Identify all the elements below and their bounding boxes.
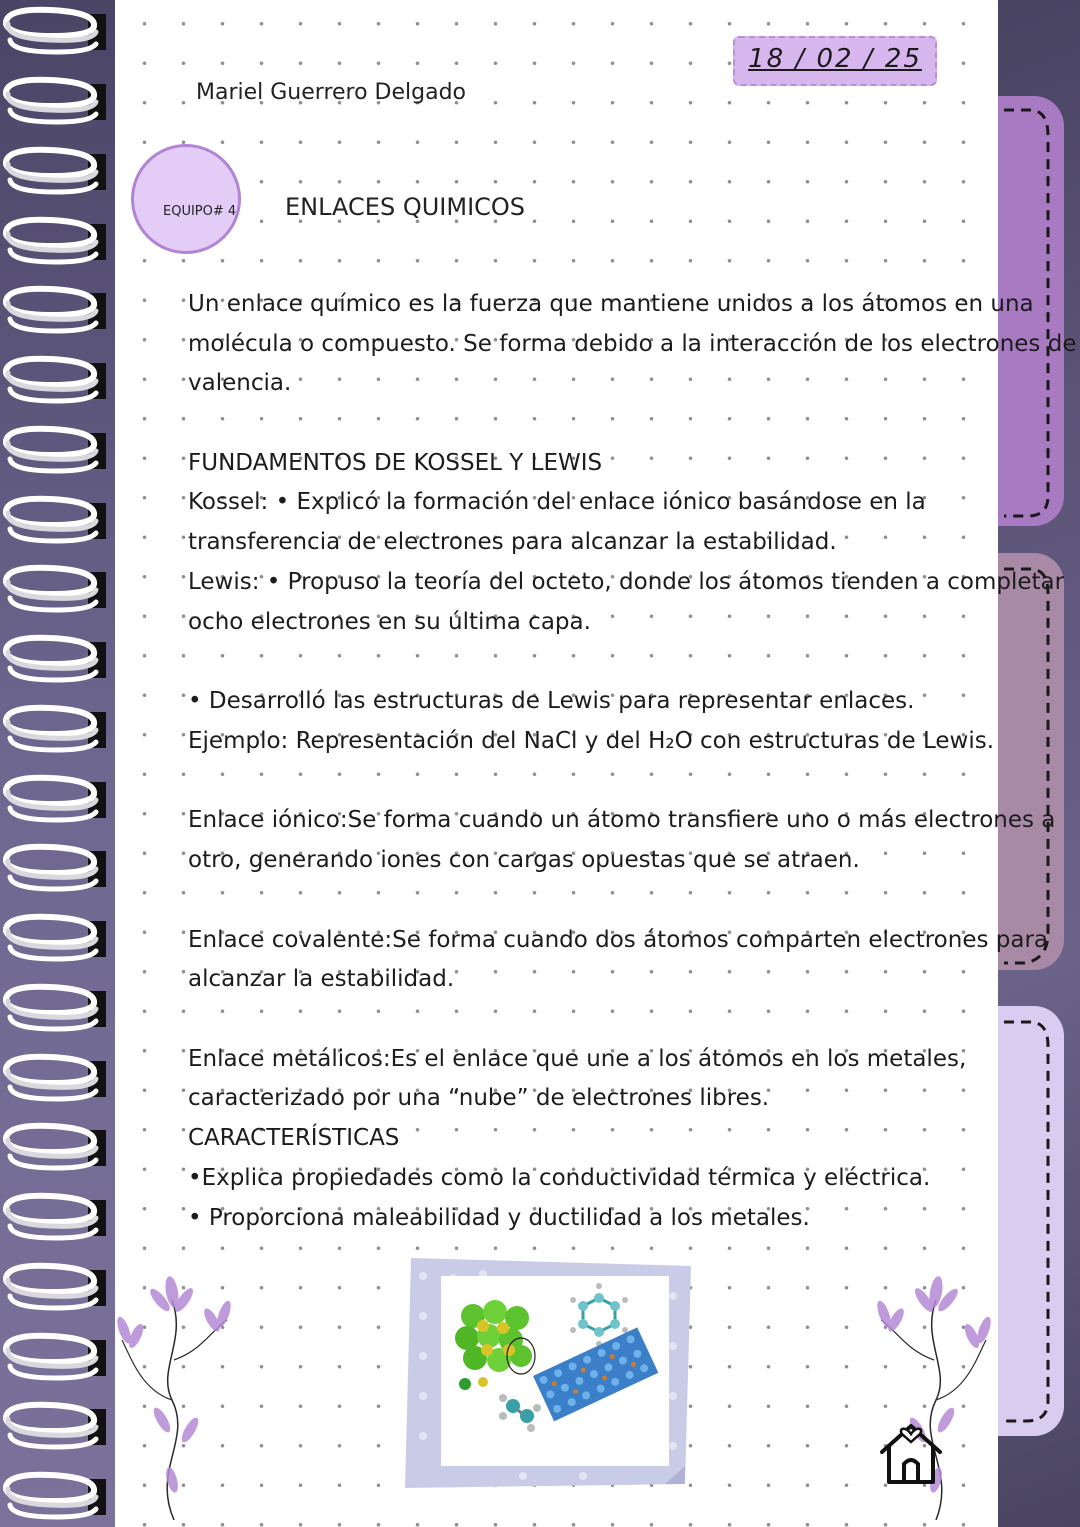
side-tab-3[interactable] — [998, 1006, 1064, 1436]
spiral-ring-icon — [0, 770, 110, 830]
spiral-ring-icon — [0, 909, 110, 969]
date-box — [733, 36, 937, 86]
spiral-ring-icon — [0, 1397, 110, 1457]
spiral-ring-icon — [0, 142, 110, 202]
page-title: ENLACES QUIMICOS — [285, 193, 526, 221]
body-line: caracterizado por una “nube” de electrones libres. — [188, 1085, 770, 1111]
body-line: •Explica propiedades como la conductividad térmica y eléctrica. — [188, 1165, 931, 1191]
spiral-ring-icon — [0, 1118, 110, 1178]
spiral-ring-icon — [0, 212, 110, 272]
body-line: transferencia de electrones para alcanzar la estabilidad. — [188, 529, 837, 555]
dashed-border-icon — [998, 1006, 1064, 1436]
spiral-ring-icon — [0, 1258, 110, 1318]
spiral-ring-icon — [0, 421, 110, 481]
body-line: alcanzar la estabilidad. — [188, 966, 455, 992]
body-line: • Desarrolló las estructuras de Lewis para representar enlaces. — [188, 688, 915, 714]
body-line: Lewis: • Propuso la teoría del octeto, donde los átomos tienden a completar — [188, 569, 1065, 595]
side-tab-2[interactable] — [998, 553, 1064, 970]
body-line: Un enlace químico es la fuerza que mantiene unidos a los átomos en una — [188, 291, 1034, 317]
molecule-photo — [403, 1256, 695, 1492]
home-icon[interactable] — [876, 1414, 946, 1486]
spiral-ring-icon — [0, 1328, 110, 1388]
author-name: Mariel Guerrero Delgado — [196, 80, 467, 105]
spiral-ring-icon — [0, 72, 110, 132]
team-badge — [131, 144, 241, 254]
spiral-ring-icon — [0, 281, 110, 341]
spiral-ring-icon — [0, 700, 110, 760]
dashed-border-icon — [998, 553, 1064, 970]
spiral-ring-icon — [0, 839, 110, 899]
body-line: Enlace covalente:Se forma cuando dos átomos comparten electrones para — [188, 927, 1049, 953]
spiral-ring-icon — [0, 1188, 110, 1248]
body-line: Kossel: • Explicó la formación del enlace iónico basándose en la — [188, 489, 926, 515]
flower-icon — [112, 1270, 242, 1520]
spiral-ring-icon — [0, 560, 110, 620]
body-line: Enlace iónico:Se forma cuando un átomo transfiere uno o más electrones a — [188, 807, 1056, 833]
body-line: valencia. — [188, 370, 292, 396]
spiral-ring-icon — [0, 1467, 110, 1527]
section-heading: FUNDAMENTOS DE KOSSEL Y LEWIS — [188, 450, 603, 476]
body-line: Enlace metálicos:Es el enlace que une a los átomos en los metales, — [188, 1046, 967, 1072]
spiral-ring-icon — [0, 1049, 110, 1109]
body-line: ocho electrones en su última capa. — [188, 609, 591, 635]
section-heading: CARACTERÍSTICAS — [188, 1125, 400, 1151]
body-line: • Proporciona maleabilidad y ductilidad a los metales. — [188, 1205, 810, 1231]
body-line: molécula o compuesto. Se forma debido a la interacción de los electrones de — [188, 331, 1077, 357]
body-line: otro, generando iones con cargas opuestas que se atraen. — [188, 847, 860, 873]
spiral-ring-icon — [0, 979, 110, 1039]
spiral-ring-icon — [0, 630, 110, 690]
spiral-ring-icon — [0, 351, 110, 411]
spiral-ring-icon — [0, 491, 110, 551]
team-label: EQUIPO# 4 — [163, 204, 237, 219]
spiral-ring-icon — [0, 2, 110, 62]
date-text: 18 / 02 / 25 — [748, 44, 922, 74]
body-line: Ejemplo: Representación del NaCl y del H₂O con estructuras de Lewis. — [188, 728, 995, 754]
